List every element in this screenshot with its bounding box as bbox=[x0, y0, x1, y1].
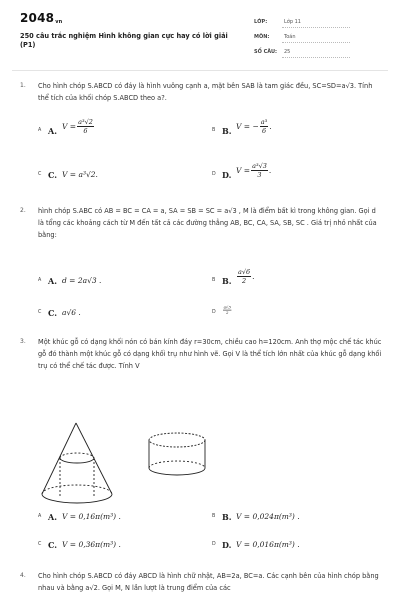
option-value: d = 2a√3 . bbox=[62, 276, 102, 285]
option-letter: A bbox=[38, 514, 42, 519]
option-letter: D bbox=[212, 310, 216, 315]
count-label: SỐ CÂU: bbox=[254, 49, 278, 55]
option-value: $\frac{a√3}{2}$ bbox=[223, 305, 231, 316]
class-label: LỚP: bbox=[254, 19, 268, 25]
question-text: hình chóp S.ABC có AB = BC = CA = a, SA = SB = SC = a√3 , M là điểm bất kì trong không gian. Gọi d là tổng các khoảng cách từ M đến tất cả các đường thẳng AB, BC, CA, SA, SB, SC . Giá trị nhỏ nhất của bằng: bbox=[38, 207, 377, 239]
question-number: 2. bbox=[20, 207, 26, 214]
option-letter: C bbox=[38, 310, 42, 315]
logo-suffix: vn bbox=[55, 19, 63, 25]
option-value: V = 0,36π(m³) . bbox=[62, 540, 121, 549]
option-letter: B bbox=[212, 128, 216, 133]
option-label: C. bbox=[48, 170, 58, 180]
cone-shape bbox=[42, 423, 112, 503]
option-label: A. bbox=[48, 126, 57, 136]
question-text: Cho hình chóp S.ABCD có đáy ABCD là hình chữ nhật, AB=2a, BC=a. Các cạnh bên của hình chóp bằng nhau và bằng a√2. Gọi M, N lần lượt là trung điểm của các bbox=[38, 572, 379, 592]
option-value: V = $\frac{\text{a³√2}}{6}$ bbox=[62, 118, 93, 135]
option-label: B. bbox=[222, 276, 232, 286]
option-value: $\frac{a√6}{2}$ . bbox=[238, 268, 255, 285]
option-letter: D bbox=[212, 542, 216, 547]
question-3 bbox=[20, 336, 382, 376]
subject-value: Toán bbox=[284, 34, 296, 40]
question-2 bbox=[20, 205, 382, 245]
option-value: V = $\frac{\text{a³√3}}{3}$ . bbox=[236, 162, 272, 179]
header-divider bbox=[12, 70, 388, 71]
option-letter: D bbox=[212, 172, 216, 177]
document-header bbox=[0, 0, 400, 64]
option-label: C. bbox=[48, 308, 58, 318]
option-letter: B bbox=[212, 278, 216, 283]
document-title: 250 câu trắc nghiệm Hình không gian cực hay có lời giải (P1) bbox=[20, 32, 228, 49]
option-label: D. bbox=[222, 540, 232, 550]
option-value: a√6 . bbox=[62, 308, 81, 317]
class-value: Lớp 11 bbox=[284, 19, 301, 25]
option-value: V = 0,016π(m³) . bbox=[236, 540, 300, 549]
option-value: V = 0,16π(m³) . bbox=[62, 512, 121, 521]
question-number: 1. bbox=[20, 82, 26, 89]
option-letter: C bbox=[38, 172, 42, 177]
option-label: D. bbox=[222, 170, 232, 180]
cone-cylinder-figure bbox=[40, 420, 240, 505]
option-value: V = − $\frac{\text{a³}}{6}$ . bbox=[236, 118, 272, 135]
site-logo[interactable] bbox=[20, 11, 62, 25]
question-1 bbox=[20, 80, 382, 106]
option-value: V = a³√2. bbox=[62, 170, 98, 179]
option-label: A. bbox=[48, 512, 57, 522]
meta-underline bbox=[282, 27, 350, 28]
question-number: 3. bbox=[20, 338, 26, 345]
question-4 bbox=[20, 570, 382, 600]
logo-text: 2048 bbox=[20, 11, 55, 25]
meta-underline bbox=[282, 42, 350, 43]
subject-label: MÔN: bbox=[254, 34, 270, 40]
option-letter: A bbox=[38, 278, 42, 283]
question-number: 4. bbox=[20, 572, 26, 579]
question-text: Cho hình chóp S.ABCD có đáy là hình vuông cạnh a, mặt bên SAB là tam giác đều, SC=SD=a√3. Tính thể tích của khối chóp S.ABCD theo a?. bbox=[38, 82, 373, 102]
option-letter: A bbox=[38, 128, 42, 133]
option-letter: B bbox=[212, 514, 216, 519]
option-label: B. bbox=[222, 512, 232, 522]
question-text: Một khúc gỗ có dạng khối nón có bán kính đáy r=30cm, chiều cao h=120cm. Anh thợ mộc chế tác khúc gỗ đó thành một khúc gỗ có dạng khối trụ như hình vẽ. Gọi V là thể tích lớn nhất của khúc gỗ dạng khối trụ có thể chế tác được. Tính V bbox=[38, 338, 382, 370]
option-label: C. bbox=[48, 540, 58, 550]
meta-underline bbox=[282, 57, 350, 58]
option-value: V = 0,024π(m³) . bbox=[236, 512, 300, 521]
option-label: B. bbox=[222, 126, 232, 136]
option-label: A. bbox=[48, 276, 57, 286]
option-letter: C bbox=[38, 542, 42, 547]
count-value: 25 bbox=[284, 49, 291, 55]
cylinder-shape bbox=[149, 433, 205, 475]
